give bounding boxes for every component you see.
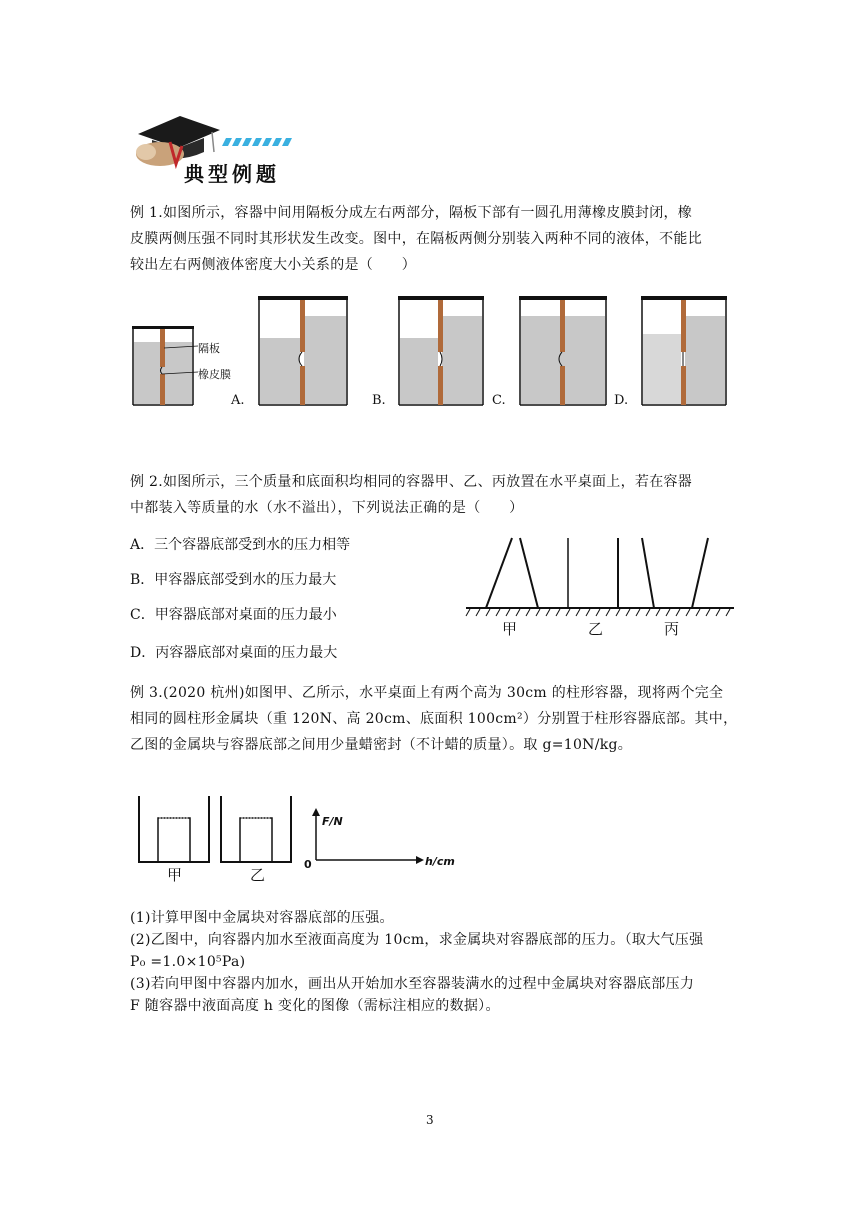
- ex3-question-3: (3)若向甲图中容器内加水，画出从开始加水至容器装满水的过程中金属块对容器底部压力: [130, 976, 695, 992]
- stripe-decoration: [222, 138, 292, 146]
- ex1-option-c: C.: [492, 393, 506, 408]
- ex2-option-c: C．甲容器底部对桌面的压力最小: [130, 607, 337, 623]
- ex2-line-2: 中都装入等质量的水（水不溢出），下列说法正确的是（ ）: [130, 500, 524, 516]
- ex2-option-a: A．三个容器底部受到水的压力相等: [130, 537, 351, 553]
- ex1-diagram-a: [258, 296, 348, 406]
- ex1-option-d: D.: [614, 393, 629, 408]
- ex2-containers-diagram: [466, 538, 736, 628]
- ex3-question-2: (2)乙图中，向容器内加水至液面高度为 10cm，求金属块对容器底部的压力。（取大气压强: [130, 932, 704, 948]
- label-membrane: 橡皮膜: [198, 368, 231, 381]
- ex3-container-yi: [220, 796, 292, 864]
- ex2-label-yi: 乙: [588, 620, 604, 638]
- ex2-option-d: D．丙容器底部对桌面的压力最大: [130, 645, 338, 661]
- page-number: 3: [426, 1113, 434, 1127]
- ex2-label-bing: 丙: [664, 620, 680, 638]
- ex3-label-yi: 乙: [250, 866, 266, 884]
- ex3-question-3-cont: F 随容器中液面高度 h 变化的图像（需标注相应的数据）。: [130, 998, 500, 1014]
- banner-title: 典型例题: [184, 162, 280, 186]
- pointer-lines: [160, 340, 200, 380]
- ex3-question-2-cont: P₀ =1.0×10⁵Pa): [130, 954, 246, 970]
- ex3-line-1: 例 3.(2020 杭州)如图甲、乙所示，水平桌面上有两个高为 30cm 的柱形容器，现将两个完全: [130, 685, 724, 701]
- ex2-option-b: B．甲容器底部受到水的压力最大: [130, 572, 337, 588]
- ex1-line-3: 较出左右两侧液体密度大小关系的是（ ）: [130, 257, 416, 273]
- ex3-container-jia: [138, 796, 210, 864]
- ex1-option-b: B.: [372, 393, 386, 408]
- ex3-label-jia: 甲: [167, 866, 183, 884]
- label-partition: 隔板: [198, 342, 220, 355]
- ex3-axis-y-label: F/N: [322, 815, 343, 828]
- ex1-line-1: 例 1.如图所示，容器中间用隔板分成左右两部分，隔板下部有一圆孔用薄橡皮膜封闭，橡: [130, 205, 693, 221]
- ex3-question-1: (1)计算甲图中金属块对容器底部的压强。: [130, 910, 394, 926]
- ex2-label-jia: 甲: [502, 620, 518, 638]
- ex3-line-2: 相同的圆柱形金属块（重 120N、高 20cm、底面积 100cm²）分别置于柱形容器底部。其中，: [130, 711, 738, 727]
- ex1-diagram-c: [519, 296, 607, 406]
- ex1-diagram-b: [398, 296, 484, 406]
- ex2-line-1: 例 2.如图所示，三个质量和底面积均相同的容器甲、乙、丙放置在水平桌面上，若在容器: [130, 474, 693, 490]
- ex1-option-a: A.: [231, 393, 245, 408]
- ex3-axis-origin: 0: [304, 858, 312, 871]
- ex3-line-3: 乙图的金属块与容器底部之间用少量蜡密封（不计蜡的质量）。取 g=10N/kg。: [130, 737, 633, 753]
- ex3-axis-x-label: h/cm: [425, 855, 455, 868]
- ex1-diagram-d: [641, 296, 727, 406]
- ex1-line-2: 皮膜两侧压强不同时其形状发生改变。图中，在隔板两侧分别装入两种不同的液体，不能比: [130, 231, 702, 247]
